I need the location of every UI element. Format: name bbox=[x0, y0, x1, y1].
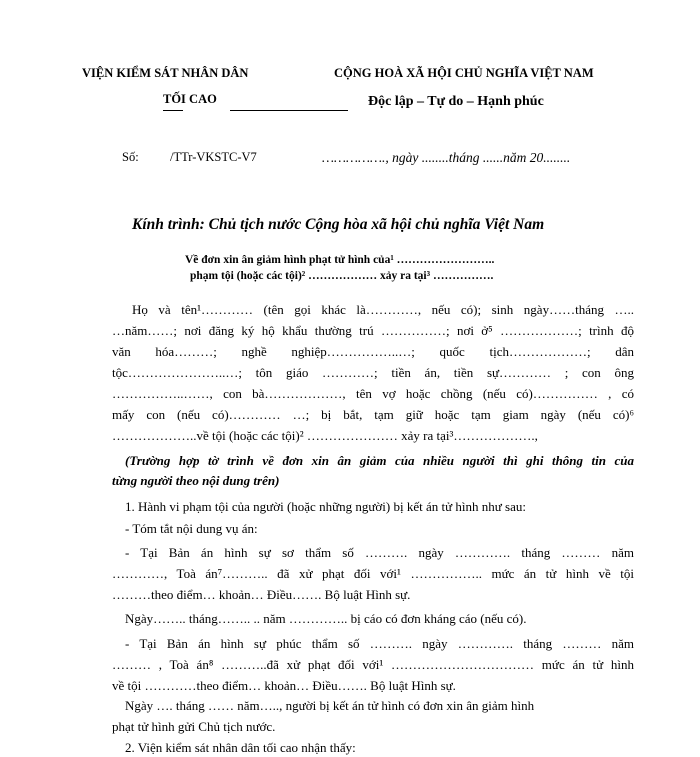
subject-line-2: phạm tội (hoặc các tội)² ……………… xảy ra tại³ ……………. bbox=[190, 270, 494, 282]
section-2-heading: 2. Viện kiểm sát nhân dân tối cao nhận thấy: bbox=[125, 740, 356, 755]
note-line: (Trường hợp tờ trình về đơn xin ân giảm của nhiều người thì ghi thông tin của bbox=[125, 453, 634, 468]
document-title: Kính trình: Chủ tịch nước Cộng hòa xã hội chủ nghĩa Việt Nam bbox=[132, 216, 545, 233]
body-line: mấy con (nếu có)………… …; bị bắt, tạm giữ hoặc tạm giam ngày (nếu có)⁶ bbox=[112, 407, 634, 422]
body-line: Họ và tên¹………… (tên gọi khác là…………, nếu có); sinh ngày……tháng ….. bbox=[132, 302, 634, 317]
case-summary-label: - Tóm tắt nội dung vụ án: bbox=[125, 521, 258, 536]
body-line: ……………..……, con bà………………, tên vợ hoặc chồng (nếu có)…………… , có bbox=[112, 386, 634, 401]
agency-name-line1: VIỆN KIỂM SÁT NHÂN DÂN bbox=[82, 66, 249, 80]
body-line: - Tại Bản án hình sự phúc thẩm số ………. ngày …………. tháng ……… năm bbox=[125, 636, 634, 651]
body-line: ………………..về tội (hoặc các tội)² ………………… xảy ra tại³………………., bbox=[112, 428, 538, 443]
section-1-heading: 1. Hành vi phạm tội của người (hoặc những người) bị kết án tử hình như sau: bbox=[125, 499, 526, 514]
body-line: phạt tử hình gửi Chủ tịch nước. bbox=[112, 719, 276, 734]
doc-number-label: Số: bbox=[122, 150, 139, 164]
header-divider bbox=[230, 110, 348, 111]
place-date: ……………., ngày ........tháng ......năm 20........ bbox=[322, 150, 571, 165]
body-line: …năm……; nơi đăng ký hộ khẩu thường trú ……………; nơi ở⁵ ………………; trình độ bbox=[112, 323, 634, 338]
body-line: tộc…………………..…; tôn giáo …………; tiền án, tiền sự………… ; con ông bbox=[112, 365, 634, 380]
subject-line-1: Về đơn xin ân giảm hình phạt tử hình của¹ …………………….. bbox=[185, 254, 495, 266]
national-motto: Độc lập – Tự do – Hạnh phúc bbox=[368, 94, 544, 109]
agency-underline bbox=[163, 110, 183, 111]
body-line: về tội …………theo điểm… khoản… Điều……. Bộ luật Hình sự. bbox=[112, 678, 456, 693]
body-line: văn hóa………; nghề nghiệp……………..…; quốc tịch………………; dân bbox=[112, 344, 634, 359]
doc-number: /TTr-VKSTC-V7 bbox=[170, 150, 257, 164]
body-line: ……… , Toà án⁸ ………..đã xử phạt đối với¹ …………………………… mức án tử hình bbox=[112, 657, 634, 672]
republic-name: CỘNG HOÀ XÃ HỘI CHỦ NGHĨA VIỆT NAM bbox=[334, 66, 594, 80]
agency-name-line2: TỐI CAO bbox=[163, 92, 217, 106]
note-line: từng người theo nội dung trên) bbox=[112, 473, 280, 488]
body-line: ………theo điểm… khoản… Điều……. Bộ luật Hình sự. bbox=[112, 587, 411, 602]
body-line: Ngày…….. tháng…….. .. năm ………….. bị cáo có đơn kháng cáo (nếu có). bbox=[125, 611, 527, 626]
body-line: - Tại Bản án hình sự sơ thẩm số ………. ngày …………. tháng ……… năm bbox=[125, 545, 634, 560]
body-line: Ngày …. tháng …… năm….., người bị kết án tử hình có đơn xin ân giảm hình bbox=[125, 698, 535, 713]
body-line: …………, Toà án⁷……….. đã xử phạt đối với¹ …………….. mức án tử hình về tội bbox=[112, 566, 634, 581]
